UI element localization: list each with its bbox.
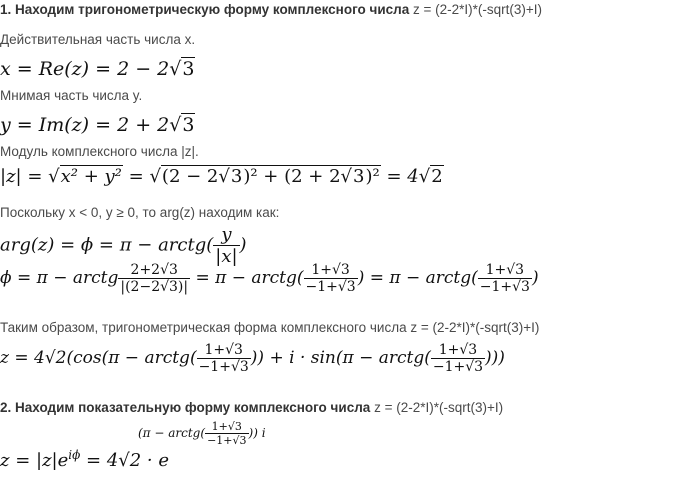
sqrt-symbol: √3 bbox=[169, 114, 195, 136]
sqrt-symbol: √(2 − 2√3)² + (2 + 2√3)² bbox=[149, 166, 380, 187]
trig-form-formula bbox=[0, 342, 505, 375]
exp-sup-b: )) i bbox=[248, 426, 266, 440]
exp-lhs: z = |z|e bbox=[0, 450, 69, 471]
phi-fraction-2: $\frac{1+√3}{-1+√3}$ bbox=[305, 262, 356, 295]
modulus-lhs: |z| = bbox=[0, 166, 49, 187]
step2-expression: z = (2-2*I)*(-sqrt(3)+I) bbox=[374, 400, 504, 415]
arg-fraction: $\frac{y}{|x|}$ bbox=[215, 224, 238, 267]
phi-mid-2: ) = π − arctg( bbox=[357, 268, 478, 288]
modulus-root2c: )² + (2 + 2 bbox=[243, 166, 341, 187]
trig-fraction-1: $\frac{1+√3}{-1+√3}$ bbox=[198, 342, 249, 375]
step1-heading bbox=[0, 2, 542, 17]
trig-end: ))) bbox=[485, 348, 505, 368]
phi-mid-1: = π − arctg( bbox=[190, 268, 304, 288]
exp-sup-1: iϕ bbox=[68, 448, 81, 462]
phi-fraction-1: $\frac{2+2√3}{|(2-2√3)|}$ bbox=[120, 262, 189, 295]
step2-heading-text: 2. Находим показательную форму комплексного числа bbox=[0, 400, 371, 415]
arg-formula bbox=[0, 224, 247, 267]
step1-heading-text: 1. Находим тригонометрическую форму комплексного числа bbox=[0, 2, 410, 17]
modulus-root2e: )² bbox=[365, 166, 380, 187]
trig-mid: )) + i · sin(π − arctg( bbox=[250, 348, 431, 368]
modulus-root2d: 3 bbox=[353, 166, 365, 187]
modulus-root2b: 3 bbox=[230, 166, 243, 187]
arg-label: Поскольку x < 0, y ≥ 0, то arg(z) находим как: bbox=[0, 205, 280, 220]
trig-fraction-2: $\frac{1+√3}{-1+√3}$ bbox=[432, 342, 484, 375]
sqrt-symbol: √x² + y² bbox=[48, 166, 122, 187]
phi-formula bbox=[0, 262, 539, 295]
phi-lhs: ϕ = π − arctg bbox=[0, 268, 119, 288]
exp-sup-a: (π − arctg( bbox=[138, 426, 206, 440]
exp-base bbox=[0, 448, 169, 471]
imag-part-label: Мнимая часть числа y. bbox=[0, 88, 143, 103]
imag-part-root: 3 bbox=[182, 114, 195, 136]
trig-lhs: z = 4√2(cos(π − arctg( bbox=[0, 348, 197, 368]
step1-expression: z = (2-2*I)*(-sqrt(3)+I) bbox=[413, 2, 543, 17]
modulus-root3: 2 bbox=[431, 166, 443, 187]
real-part-label: Действительная часть числа x. bbox=[0, 32, 196, 47]
imag-part-lhs: y = Im(z) = 2 + 2 bbox=[0, 114, 170, 136]
arg-rhs: ) bbox=[239, 234, 247, 256]
modulus-eq: = bbox=[122, 166, 150, 187]
exp-mid: = 4√2 · e bbox=[80, 450, 170, 471]
modulus-formula bbox=[0, 166, 444, 187]
imag-part-formula bbox=[0, 114, 195, 136]
sqrt-symbol: √3 bbox=[169, 58, 195, 80]
real-part-root: 3 bbox=[182, 58, 195, 80]
modulus-root1: x² + y² bbox=[60, 166, 122, 187]
step2-heading bbox=[0, 400, 503, 415]
modulus-result: = 4 bbox=[380, 166, 419, 187]
exp-exponent bbox=[138, 420, 266, 447]
arg-lhs: arg(z) = ϕ = π − arctg( bbox=[0, 234, 214, 256]
trig-form-label: Таким образом, тригонометрическая форма комплексного числа z = (2-2*I)*(-sqrt(3)+I) bbox=[0, 320, 540, 335]
exp-sup-fraction: $\frac{1+√3}{-1+√3}$ bbox=[207, 420, 247, 447]
real-part-formula bbox=[0, 58, 195, 80]
phi-end: ) bbox=[531, 268, 539, 288]
phi-fraction-3: $\frac{1+√3}{-1+√3}$ bbox=[479, 262, 530, 295]
real-part-lhs: x = Re(z) = 2 − 2 bbox=[0, 58, 170, 80]
modulus-root2a: (2 − 2 bbox=[161, 166, 219, 187]
modulus-label: Модуль комплексного числа |z|. bbox=[0, 144, 199, 159]
sqrt-symbol: √2 bbox=[418, 166, 443, 187]
